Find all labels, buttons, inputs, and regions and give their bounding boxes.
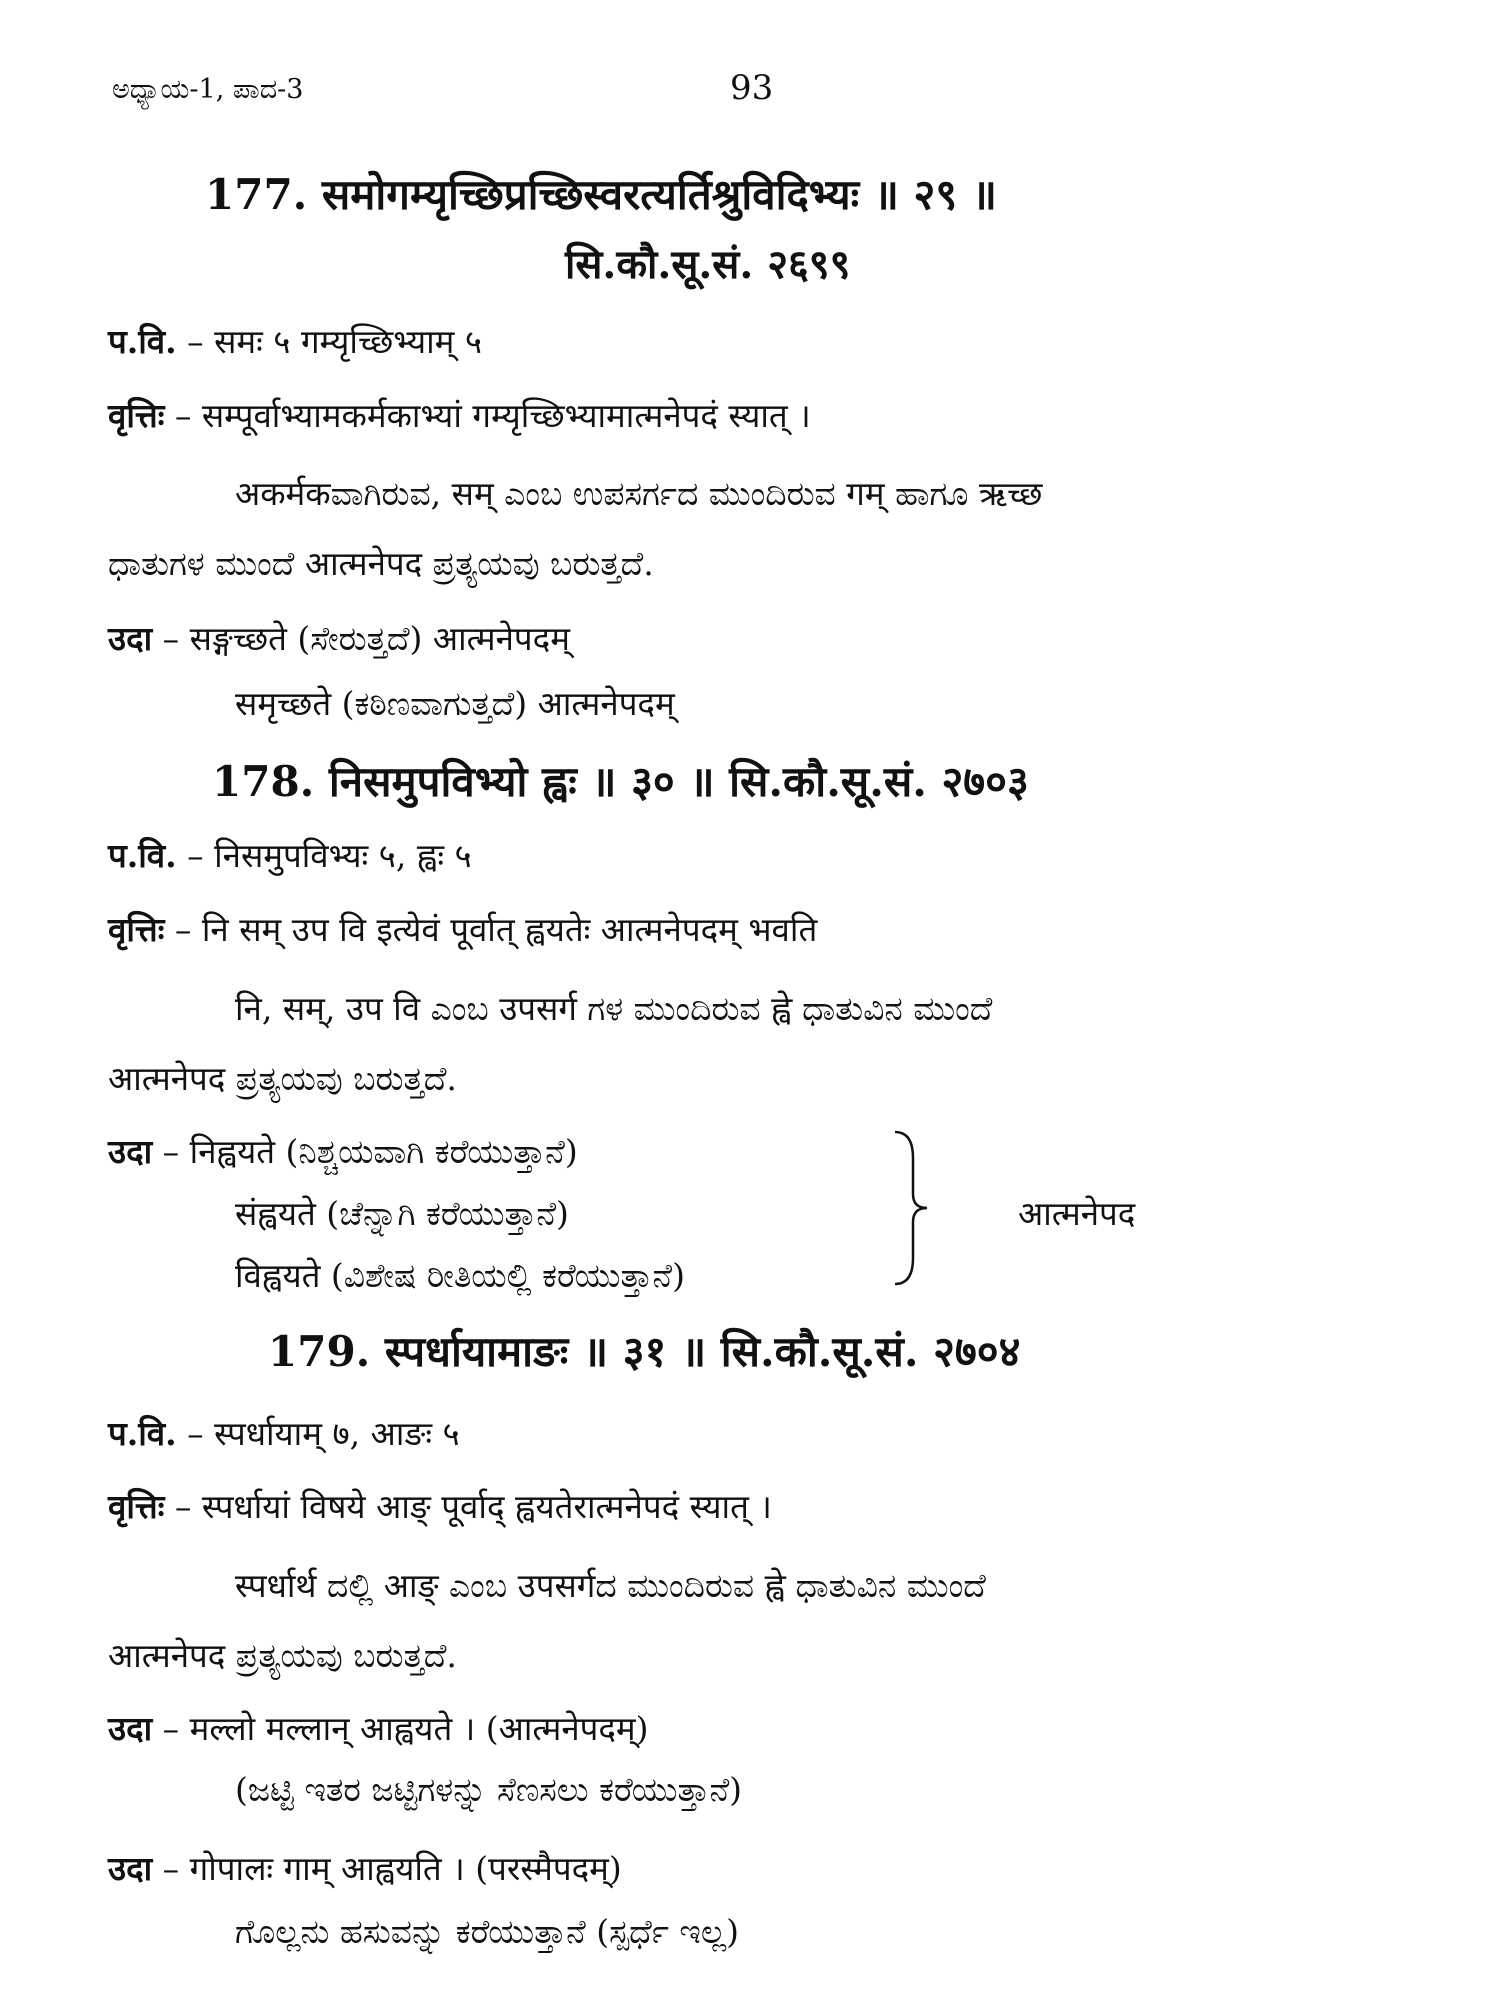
examples-pada-label: आत्मनेपद	[1018, 1194, 1136, 1233]
example-label: उदा	[108, 1709, 153, 1748]
example-label: उदा	[108, 619, 153, 658]
padaviccheda-text: – स्पर्धायाम् ७, आङः ५	[187, 1414, 460, 1453]
sutra-178-heading: 178. निसमुपविभ्यो ह्वः ॥ ३० ॥ सि.कौ.सू.सं. २७०३	[212, 757, 1029, 806]
padaviccheda-text: – समः ५ गम्यृच्छिभ्याम् ५	[187, 322, 483, 361]
sutra-177-vritti	[108, 392, 811, 437]
sutra-177-example-1	[108, 615, 570, 660]
sutra-179-heading: 179. स्पर्धायामाङः ॥ ३१ ॥ सि.कौ.सू.सं. २७०४	[268, 1327, 1021, 1376]
vritti-label: वृत्तिः	[108, 910, 165, 949]
sutra-179-explanation-line-2: आत्मनेपद ಪ್ರತ್ಯಯವು ಬರುತ್ತದೆ.	[108, 1636, 457, 1675]
page-number: 93	[730, 68, 774, 108]
sutra-179-example-1-translation: (ಜಟ್ಟಿ ಇತರ ಜಟ್ಟಿಗಳನ್ನು ಸೆಣಸಲು ಕರೆಯುತ್ತಾನೆ)	[235, 1770, 743, 1809]
example-text: – मल्लो मल्लान् आह्वयते । (आत्मनेपदम्)	[162, 1709, 649, 1748]
sutra-178-explanation-line-2: आत्मनेपद ಪ್ರತ್ಯಯವು ಬರುತ್ತದೆ.	[108, 1059, 457, 1098]
padaviccheda-label: प.वि.	[108, 1414, 177, 1453]
sutra-177-explanation-line-1: अकर्मकವಾಗಿರುವ, सम् ಎಂಬ ಉಪಸರ್ಗದ ಮುಂದಿರುವ गम् ಹಾಗೂ ऋच्छ	[235, 474, 1043, 513]
sutra-178-vritti	[108, 906, 817, 951]
sutra-178-example-3: विह्वयते (ವಿಶೇಷ ರೀತಿಯಲ್ಲಿ ಕರೆಯುತ್ತಾನೆ)	[235, 1256, 685, 1295]
sutra-177-example-2: समृच्छते (ಕಠಿಣವಾಗುತ್ತದೆ) आत्मनेपदम्	[235, 684, 675, 723]
sutra-177-reference: सि.कौ.सू.सं. २६९९	[565, 241, 851, 288]
running-header: ಅಧ್ಯಾಯ-1, ಪಾದ-3	[112, 74, 304, 105]
sutra-177-explanation-line-2: ಧಾತುಗಳ ಮುಂದೆ आत्मनेपद ಪ್ರತ್ಯಯವು ಬರುತ್ತದೆ.	[108, 544, 654, 583]
vritti-text: – सम्पूर्वाभ्यामकर्मकाभ्यां गम्यृच्छिभ्यामात्मनेपदं स्यात् ।	[174, 396, 811, 435]
sutra-177-heading: 177. समोगम्यृच्छिप्रच्छिस्वरत्यर्तिश्रुविदिभ्यः ॥ २९ ॥	[205, 170, 997, 219]
sutra-178-padaviccheda	[108, 832, 472, 877]
sutra-179-example-1	[108, 1705, 649, 1750]
right-brace-icon	[893, 1128, 929, 1288]
example-label: उदा	[108, 1132, 153, 1171]
sutra-179-example-2	[108, 1845, 622, 1890]
sutra-179-padaviccheda	[108, 1410, 460, 1455]
padaviccheda-text: – निसमुपविभ्यः ५, ह्वः ५	[187, 836, 472, 875]
sutra-179-vritti	[108, 1483, 772, 1528]
vritti-text: – नि सम् उप वि इत्येवं पूर्वात् ह्वयतेः आत्मनेपदम् भवति	[174, 910, 818, 949]
vritti-label: वृत्तिः	[108, 396, 165, 435]
sutra-179-explanation-line-1: स्पर्धार्थ ದಲ್ಲಿ आङ् ಎಂಬ उपसर्गದ ಮುಂದಿರುವ ह्वे ಧಾತುವಿನ ಮುಂದೆ	[235, 1566, 986, 1605]
sutra-178-example-1	[108, 1128, 578, 1173]
sutra-178-explanation-line-1: नि, सम्, उप वि ಎಂಬ उपसर्ग ಗಳ ಮುಂದಿರುವ ह्वे ಧಾತುವಿನ ಮುಂದೆ	[235, 989, 993, 1028]
example-label: उदा	[108, 1849, 153, 1888]
padaviccheda-label: प.वि.	[108, 322, 177, 361]
sutra-178-example-2: संह्वयते (ಚೆನ್ನಾಗಿ ಕರೆಯುತ್ತಾನೆ)	[235, 1194, 569, 1233]
sutra-179-example-2-translation: ಗೊಲ್ಲನು ಹಸುವನ್ನು ಕರೆಯುತ್ತಾನೆ (ಸ್ಪರ್ಧೆ ಇಲ್ಲ)	[235, 1912, 740, 1951]
sutra-177-padaviccheda	[108, 318, 482, 363]
example-text: – गोपालः गाम् आह्वयति । (परस्मैपदम्)	[162, 1849, 622, 1888]
example-text: – सङ्गच्छते (ಸೇರುತ್ತದೆ) आत्मनेपदम्	[162, 619, 570, 658]
vritti-text: – स्पर्धायां विषये आङ् पूर्वाद् ह्वयतेरात्मनेपदं स्यात् ।	[174, 1487, 772, 1526]
vritti-label: वृत्तिः	[108, 1487, 165, 1526]
example-text: – निह्वयते (ನಿಶ್ಚಯವಾಗಿ ಕರೆಯುತ್ತಾನೆ)	[162, 1132, 578, 1171]
padaviccheda-label: प.वि.	[108, 836, 177, 875]
